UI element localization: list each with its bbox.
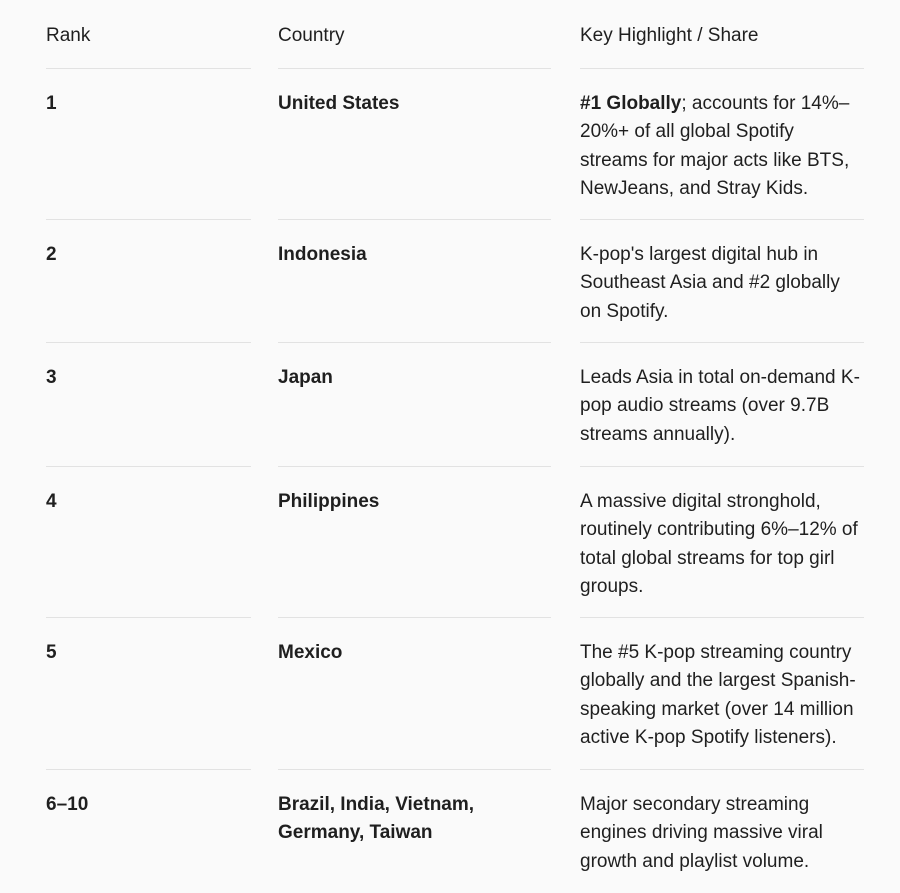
row-divider [46,342,251,343]
row-divider [278,68,551,69]
row-divider [46,617,251,618]
row-divider [580,466,864,467]
row-divider [580,219,864,220]
row-divider [278,219,551,220]
row-divider [278,769,551,770]
rank-cell: 6–10 [46,794,89,815]
country-cell: United States [278,93,400,114]
rank-cell: 1 [46,93,57,114]
highlight-cell [580,488,864,601]
country-cell: Mexico [278,642,343,663]
table-row [46,219,864,342]
row-divider [46,219,251,220]
highlight-cell [580,639,864,752]
row-divider [46,68,251,69]
row-divider [46,769,251,770]
row-divider [580,68,864,69]
rank-cell: 3 [46,367,57,388]
highlight-cell [580,791,864,876]
row-divider [46,466,251,467]
table-row [46,617,864,769]
country-cell: Indonesia [278,244,367,265]
country-cell: Brazil, India, Vietnam, Germany, Taiwan [278,794,475,844]
table-row [46,68,864,219]
highlight-text: Major secondary streaming engines driving massive viral growth and playlist volume. [580,794,823,872]
highlight-text: Leads Asia in total on-demand K-pop audio streams (over 9.7B streams annually). [580,367,860,445]
row-divider [278,466,551,467]
rank-cell: 2 [46,244,57,265]
ranking-table [46,0,864,893]
row-divider [580,769,864,770]
row-divider [580,617,864,618]
country-cell: Philippines [278,491,380,512]
highlight-text: A massive digital stronghold, routinely contributing 6%–12% of total global streams for top girl groups. [580,491,858,597]
header-country: Country [278,25,345,46]
table-row [46,466,864,617]
row-divider [580,342,864,343]
rank-cell: 5 [46,642,57,663]
highlight-cell [580,90,864,203]
country-cell: Japan [278,367,333,388]
row-divider [278,617,551,618]
table-row [46,769,864,893]
highlight-cell [580,364,864,449]
highlight-text: The #5 K-pop streaming country globally and the largest Spanish-speaking market (over 14 million active K-pop Spotify listeners). [580,642,856,748]
rank-cell: 4 [46,491,57,512]
header-key-highlight: Key Highlight / Share [580,25,759,46]
highlight-emphasis: #1 Globally [580,93,682,114]
highlight-text: K-pop's largest digital hub in Southeast Asia and #2 globally on Spotify. [580,244,840,322]
highlight-text: ; accounts for 14%–20%+ of all global Spotify streams for major acts like BTS, NewJeans, and Stray Kids. [580,93,850,199]
highlight-cell [580,241,864,326]
header-rank: Rank [46,25,91,46]
table-row [46,342,864,466]
row-divider [278,342,551,343]
table-header-row [46,0,864,68]
